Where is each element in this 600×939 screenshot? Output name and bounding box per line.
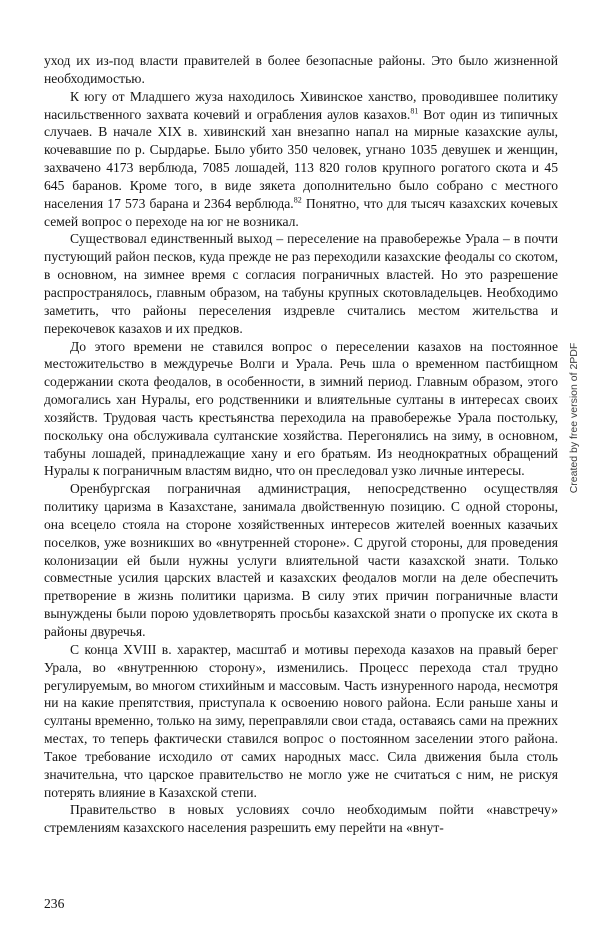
paragraph-7: Правительство в новых условиях сочло необходимым пойти «навстречу» стремлениям казахского населения разрешить ему перейти на «внут-: [44, 802, 558, 836]
paragraph-1: уход их из-под власти правителей в более безопасные районы. Это было жизненной необходимостью.: [44, 53, 558, 86]
paragraph-4: До этого времени не ставился вопрос о переселении казахов на постоянное местожительство в междуречье Волги и Урала. Речь шла о временном пастбищном содержании скота феодалов, в особенности, в зимний период. Главным образом, этого домогались хан Нуралы, его родственники и влиятельные султаны в интересах своих хозяйств. Трудовая часть крестьянства переходила на правобережье Урала постольку, поскольку она обслуживала султанские хозяйства. Перегонялись на зиму, в основном, табуны лошадей, принадлежащие хану и его братьям. Из неоднократных обращений Нуралы к пограничным властям видно, что он преследовал узко личные интересы.: [44, 338, 558, 479]
paragraph-2: [44, 88, 558, 231]
footnote-ref-82: 82: [293, 195, 302, 205]
paragraph-6: С конца XVIII в. характер, масштаб и мотивы перехода казахов на правый берег Урала, во «внутреннюю сторону», изменились. Процесс перехода стал трудно регулируемым, во многом стихийным и массовым. Часть изнуренного народа, несмотря ни на какие препятствия, приступала к освоению нового района. Если раньше ханы и султаны временно, только на зиму, переправляли свои стада, оставаясь сами на прежних местах, то теперь фактически ставился вопрос о постоянном заселении этого района. Такое требование исходило от самих народных масс. Сила движения была столь значительна, что царское правительство не могло уже не считаться с ним, не рискуя потерять влияние в Казахской степи.: [44, 641, 558, 800]
footnote-ref-81: 81: [410, 106, 419, 115]
paragraph-2-text-b: Вот один из типичных случаев. В начале XIX в. хивинский хан внезапно напал на мирные казахские аулы, кочевавшие по р. Сырдарье. Было убито 350 человек, угнано 1035 девушек и женщин, захвачено 4173 верблюда, 7085 лошадей, 113 820 голов крупного рогатого скота и 45 645 баранов. Кроме того, в виде зякета дополнительно было собрано с местного населения 17 573 барана и 2364 верблюда.: [44, 106, 559, 211]
page-body: [44, 52, 558, 837]
paragraph-2-text-c: Понятно, что для тысяч казахских кочевых семей вопрос о переходе на юг не возникал.: [44, 195, 559, 229]
paragraph-5: Оренбургская пограничная администрация, непосредственно осуществляя политику царизма в Казахстане, занимала двойственную позицию. С одной стороны, она всецело стояла на стороне хозяйственных интересов жителей военных казачьих поселков, уже возникших во «внутренней стороне». С другой стороны, для проведения колонизации ей были нужны услуги влиятельной части казахской знати. Только совместные усилия царских властей и казахских феодалов могли на деле обеспечить претворение в жизнь политики царизма. В силу этих причин пограничные власти вынуждены были порою удовлетворять просьбы казахской знати о пропуске их скота в районы двуречья.: [44, 481, 558, 639]
page-number: 236: [44, 896, 65, 911]
watermark-side-text: Created by free version of 2PDF: [568, 342, 580, 494]
paragraph-2-text: К югу от Младшего жуза находилось Хивинское ханство, проводившее политику насильственного захвата кочевий и ограбления аулов казахов.: [44, 88, 558, 122]
paragraph-3: Существовал единственный выход – переселение на правобережье Урала – в почти пустующий район песков, куда прежде не раз переходили казахские феодалы со скотом, в основном, на зимнее время с согласия пограничных властей. Но это разрешение распространялось, главным образом, на табуны крупных скотовладельцев. Необходимо заметить, что районы переселения издревле считались местом жительства и перекочевок казахов и их предков.: [44, 231, 558, 336]
